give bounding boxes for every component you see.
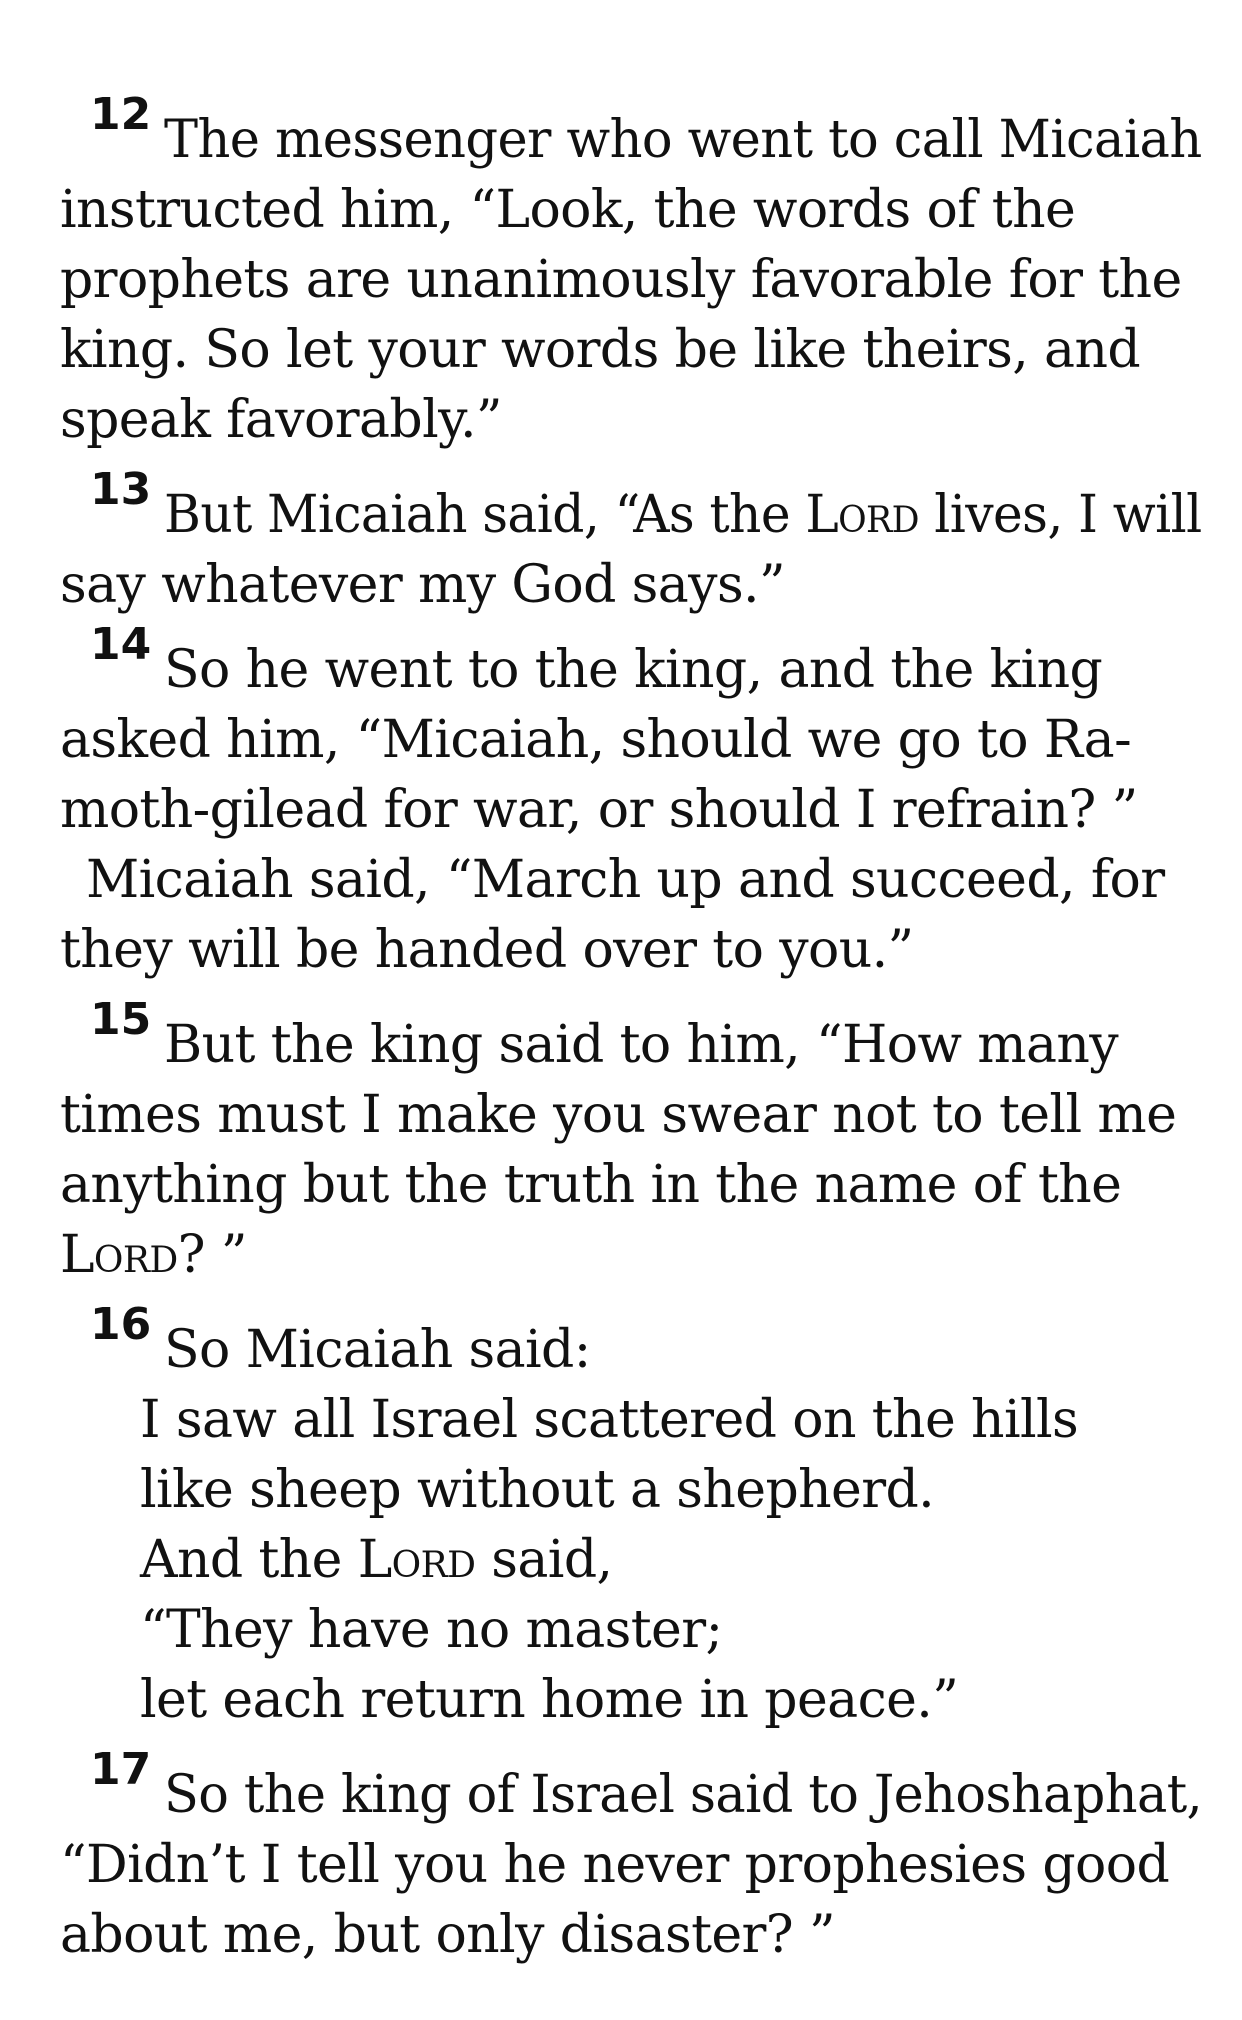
verse-line: anything but the truth in the name of the bbox=[60, 1155, 1122, 1215]
divine-name: Lord bbox=[357, 1530, 476, 1590]
verse-line: moth-gilead for war, or should I refrain? ” bbox=[60, 780, 1138, 840]
verse-line: So he went to the king, and the king bbox=[164, 640, 1103, 700]
verse-line: they will be handed over to you.” bbox=[60, 920, 914, 980]
poetry-line: like sheep without a shepherd. bbox=[140, 1460, 935, 1520]
verse-line: say whatever my God says.” bbox=[60, 555, 785, 615]
verse-text: ? ” bbox=[177, 1225, 247, 1285]
verse-line: So Micaiah said: bbox=[164, 1320, 591, 1380]
poetry-line: “They have no master; bbox=[140, 1600, 723, 1660]
poetry-line: I saw all Israel scattered on the hills bbox=[140, 1390, 1079, 1450]
poetry-line: let each return home in peace.” bbox=[140, 1670, 959, 1730]
verse-line: “Didn’t I tell you he never prophesies good bbox=[60, 1835, 1170, 1895]
verse-number: 13 bbox=[90, 464, 152, 515]
verse-number: 12 bbox=[90, 89, 152, 140]
verse-line: But the king said to him, “How many bbox=[164, 1015, 1119, 1075]
verse-number: 15 bbox=[90, 994, 152, 1045]
verse-line: prophets are unanimously favorable for the bbox=[60, 250, 1182, 310]
verse-line bbox=[60, 1225, 247, 1285]
verse-number: 16 bbox=[90, 1299, 152, 1350]
verse-line: speak favorably.” bbox=[60, 390, 502, 450]
verse-line: The messenger who went to call Micaiah bbox=[164, 110, 1202, 170]
verse-line bbox=[164, 485, 1202, 545]
verse-line: So the king of Israel said to Jehoshaphat, bbox=[164, 1765, 1203, 1825]
verse-text: lives, I will bbox=[918, 485, 1202, 545]
verse-number: 17 bbox=[90, 1744, 152, 1795]
verse-line: asked him, “Micaiah, should we go to Ra- bbox=[60, 710, 1132, 770]
verse-line: instructed him, “Look, the words of the bbox=[60, 180, 1076, 240]
verse-text: And the bbox=[140, 1530, 358, 1590]
verse-text: said, bbox=[475, 1530, 613, 1590]
verse-line: about me, but only disaster? ” bbox=[60, 1905, 836, 1965]
divine-name: Lord bbox=[60, 1225, 178, 1285]
verse-line: Micaiah said, “March up and succeed, for bbox=[86, 850, 1165, 910]
verse-line: times must I make you swear not to tell me bbox=[60, 1085, 1177, 1145]
verse-text: But Micaiah said, “As the bbox=[164, 485, 806, 545]
divine-name: Lord bbox=[805, 485, 919, 545]
verse-number: 14 bbox=[90, 619, 152, 670]
verse-line: king. So let your words be like theirs, and bbox=[60, 320, 1141, 380]
poetry-line bbox=[140, 1530, 612, 1590]
